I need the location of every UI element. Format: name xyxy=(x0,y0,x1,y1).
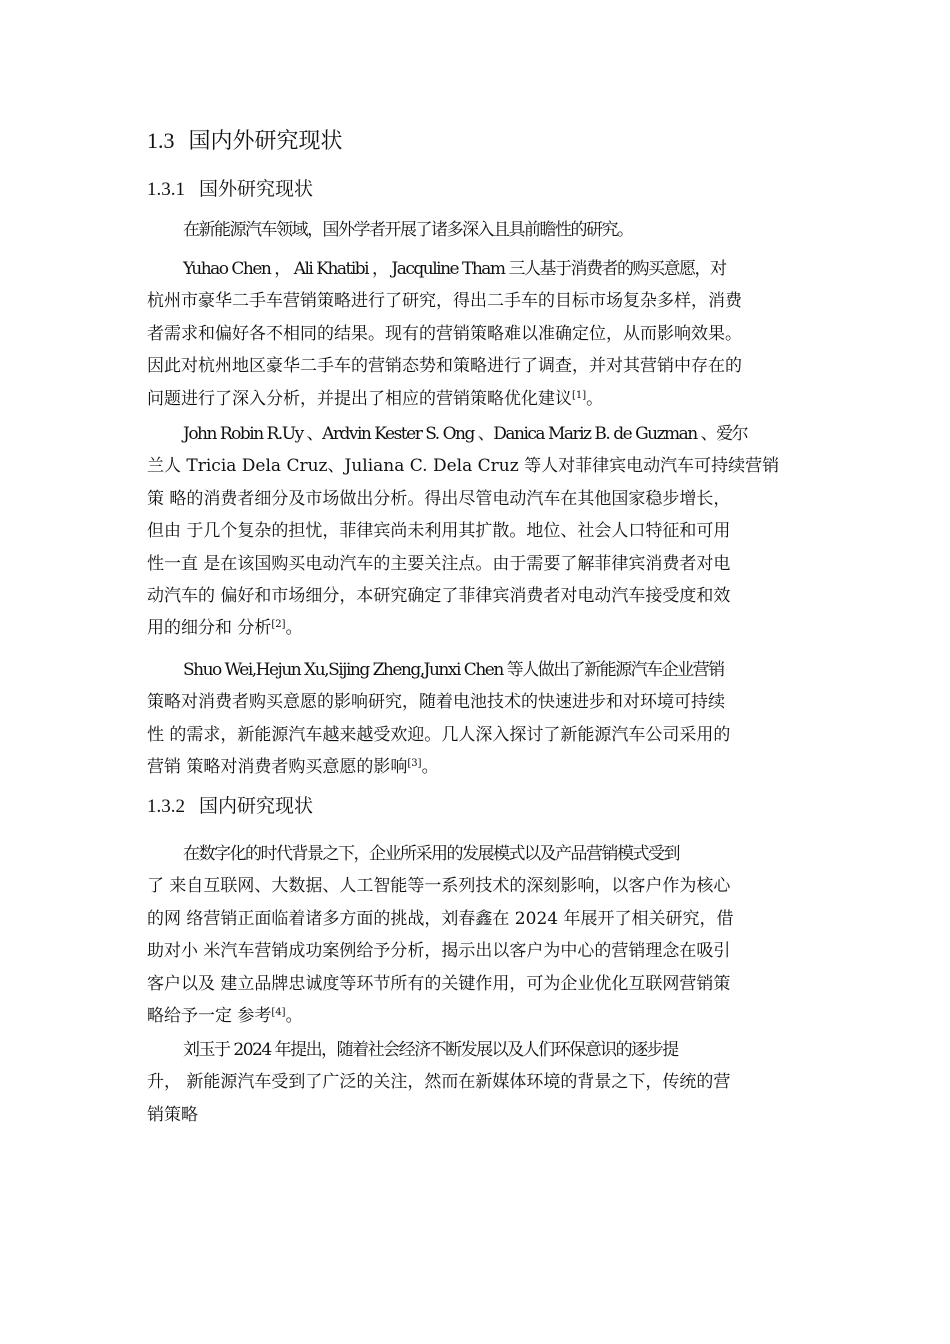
subsection-number: 1.3.2 xyxy=(147,796,185,817)
paragraph-line: 销策略 xyxy=(147,1104,198,1125)
subsection-heading-1-3-2 xyxy=(147,793,313,820)
line-text: 营销 策略对消费者购买意愿的影响 xyxy=(147,757,408,778)
paragraph-line: 了 来自互联网、大数据、人工智能等一系列技术的深刻影响，以客户作为核心 xyxy=(147,876,731,897)
paragraph-line: 性一直 是在该国购买电动汽车的主要关注点。由于需要了解菲律宾消费者对电 xyxy=(147,553,731,574)
paragraph-line: 因此对杭州地区豪华二手车的营销态势和策略进行了调查，并对其营销中存在的 xyxy=(147,356,742,377)
line-end: 。 xyxy=(285,1005,303,1026)
paragraph-liu-chunxin xyxy=(147,838,807,1032)
subsection-title: 国外研究现状 xyxy=(199,178,314,200)
intro-paragraph xyxy=(147,214,807,246)
paragraph-line-last xyxy=(147,1000,807,1032)
paragraph-line: 策略对消费者购买意愿的影响研究，随着电池技术的快速进步和对环境可持续 xyxy=(147,692,725,713)
subsection-heading-1-3-1 xyxy=(147,176,313,203)
paragraph-line: Shuo Wei,Hejun Xu,Sijing Zheng,Junxi Chen 等人做出了新能源汽车企业营销 xyxy=(183,660,724,680)
paragraph-line: 性 的需求，新能源汽车越来越受欢迎。几人深入探讨了新能源汽车公司采用的 xyxy=(147,724,731,745)
paragraph-line: 在新能源汽车领域，国外学者开展了诸多深入且具前瞻性的研究。 xyxy=(183,220,633,240)
paragraph-line: 升， 新能源汽车受到了广泛的关注，然而在新媒体环境的背景之下，传统的营 xyxy=(147,1072,731,1093)
section-title: 国内外研究现状 xyxy=(188,129,343,154)
paragraph-line: 但由 于几个复杂的担忧，菲律宾尚未利用其扩散。地位、社会人口特征和可用 xyxy=(147,521,731,542)
paragraph-line: 动汽车的 偏好和市场细分，本研究确定了菲律宾消费者对电动汽车接受度和效 xyxy=(147,585,731,606)
paragraph-line: 客户以及 建立品牌忠诚度等环节所有的关键作用，可为企业优化互联网营销策 xyxy=(147,973,731,994)
paragraph-liu-yu xyxy=(147,1034,807,1131)
line-end: 。 xyxy=(285,618,303,639)
citation-ref: [2] xyxy=(271,619,286,631)
paragraph-line-last xyxy=(147,383,807,415)
paragraph-line: 助对小 米汽车营销成功案例给予分析，揭示出以客户为中心的营销理念在吸引 xyxy=(147,941,731,962)
line-end: 。 xyxy=(586,388,604,409)
line-text: 问题进行了深入分析，并提出了相应的营销策略优化建议 xyxy=(147,388,572,409)
paragraph-line: Yuhao Chen ， Ali Khatibi ， Jacquline Tham 三人基于消费者的购买意愿，对 xyxy=(183,259,726,279)
citation-ref: [3] xyxy=(407,758,422,770)
section-number: 1.3 xyxy=(147,128,175,153)
subsection-number: 1.3.1 xyxy=(147,179,185,200)
paragraph-wei xyxy=(147,654,807,784)
paragraph-line-last xyxy=(147,612,807,644)
citation-ref: [4] xyxy=(271,1006,286,1018)
paragraph-uy xyxy=(147,418,807,645)
subsection-title: 国内研究现状 xyxy=(199,795,314,817)
paragraph-line: 杭州市豪华二手车营销策略进行了研究，得出二手车的目标市场复杂多样，消费 xyxy=(147,291,742,312)
paragraph-line-last xyxy=(147,751,807,783)
paragraph-line: 在数字化的时代背景之下，企业所采用的发展模式以及产品营销模式受到 xyxy=(183,844,679,864)
paragraph-line: 的网 络营销正面临着诸多方面的挑战，刘春鑫在 2024 年展开了相关研究，借 xyxy=(147,908,734,929)
paragraph-chen xyxy=(147,253,807,415)
paragraph-line: 兰人 Tricia Dela Cruz、Juliana C. Dela Cruz 等人对菲律宾电动汽车可持续营销 xyxy=(147,456,780,477)
paragraph-line: John Robin R.Uy 、Ardvin Kester S. Ong 、Danica Mariz B. de Guzman 、爱尔 xyxy=(183,424,748,444)
paragraph-line: 策 略的消费者细分及市场做出分析。得出尽管电动汽车在其他国家稳步增长， xyxy=(147,488,731,509)
section-heading-1-3 xyxy=(147,126,343,157)
paragraph-line: 刘玉于 2024 年提出，随着社会经济不断发展以及人们环保意识的逐步提 xyxy=(183,1040,678,1060)
line-end: 。 xyxy=(421,757,439,778)
citation-ref: [1] xyxy=(572,389,587,401)
line-text: 略给予一定 参考 xyxy=(147,1005,272,1026)
line-text: 用的细分和 分析 xyxy=(147,618,272,639)
paragraph-line: 者需求和偏好各不相同的结果。现有的营销策略难以准确定位，从而影响效果。 xyxy=(147,323,742,344)
